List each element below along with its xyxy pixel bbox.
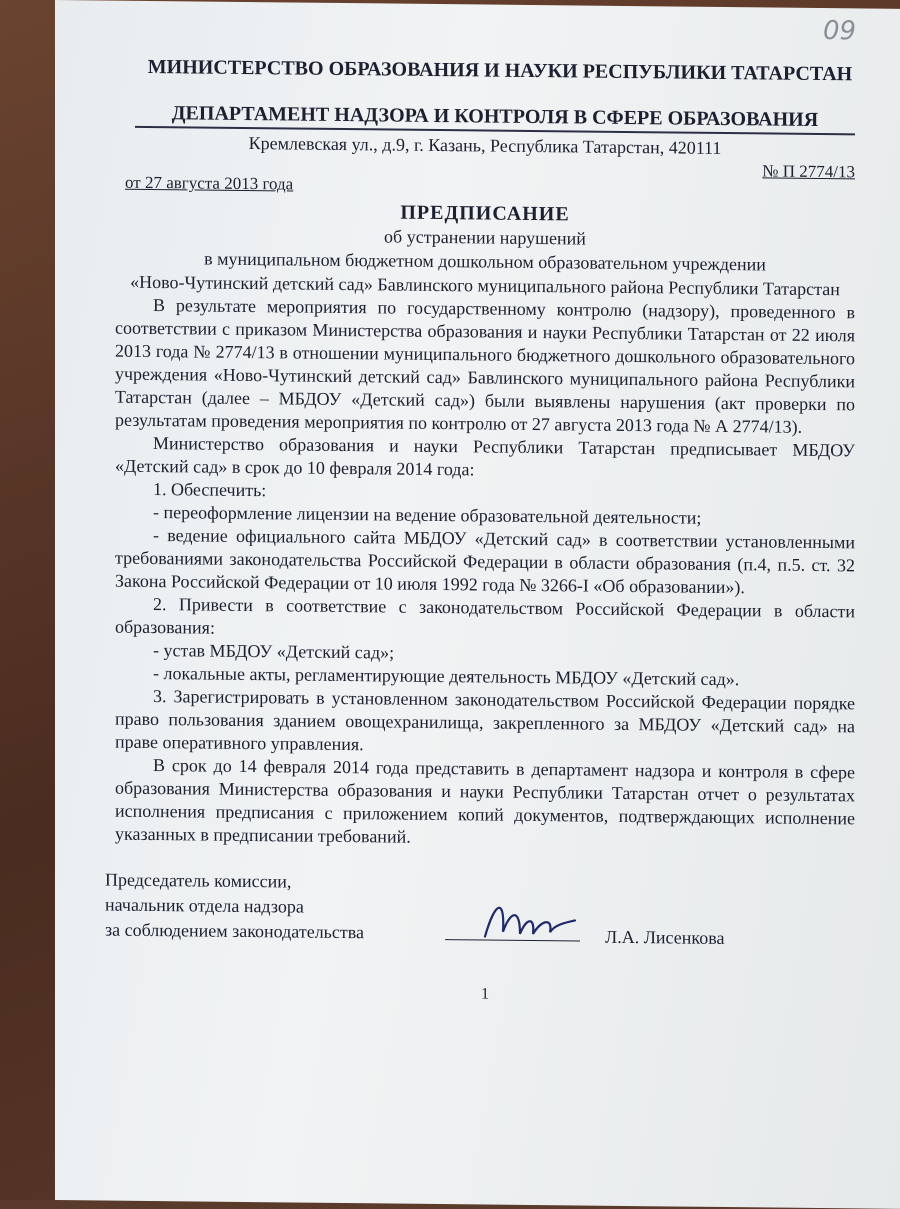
item-2-b: - локальные акты, регламентирующие деятельность МБДОУ «Детский сад». bbox=[153, 663, 740, 690]
department-name: ДЕПАРТАМЕНТ НАДЗОРА И КОНТРОЛЯ В СФЕРЕ ОБРАЗОВАНИЯ bbox=[135, 102, 855, 136]
intro-paragraph: В результате мероприятия по государственному контролю (надзору), проведенного в соответствии с приказом Министерства образования и науки Республики Татарстан от 22 июля 2013 года № 2774/13 в отношении муниципального бюджетного дошкольного образовательного учреждения «Ново-Чутинский детский сад» Бавлинского муниципального района Республики Татарстан (далее – МБДОУ «Детский сад») были выявлены нарушения (акт проверки по результатам проведения мероприятия по контролю от 27 августа 2013 года № А 2774/13). bbox=[115, 295, 855, 437]
date-number-row bbox=[115, 153, 855, 201]
document-title: ПРЕДПИСАНИЕ bbox=[400, 201, 570, 226]
item-1: 1. Обеспечить: bbox=[153, 479, 267, 501]
subtitle-line-1: об устранении нарушений bbox=[384, 226, 586, 249]
prescribes-paragraph: Министерство образования и науки Республики Татарстан предписывает МБДОУ «Детский сад» в срок до 10 февраля 2014 года: bbox=[115, 433, 855, 480]
corner-handwritten-mark: 09 bbox=[823, 16, 857, 47]
signer-title bbox=[105, 868, 364, 946]
department-address: Кремлевская ул., д.9, г. Казань, Республика Татарстан, 420111 bbox=[248, 133, 722, 158]
report-paragraph: В срок до 14 февраля 2014 года представить в департамент надзора и контроля в сфере образования Министерства образования и науки Республики Татарстан отчет о результатах исполнения предписания с приложением копий документов, подтверждающих исполнение указанных в предписании требований. bbox=[115, 755, 855, 847]
item-3: 3. Зарегистрировать в установленном законодательством Российской Федерации порядке право пользования зданием овощехранилища, закрепленного за МБДОУ «Детский сад» на праве оперативного управления. bbox=[115, 686, 855, 755]
signer-name: Л.А. Лисенкова bbox=[605, 926, 725, 949]
document-date: от 27 августа 2013 года bbox=[125, 172, 294, 194]
signature-block bbox=[105, 868, 855, 986]
subtitle-line-2: в муниципальном бюджетном дошкольном образовательном учреждении bbox=[204, 248, 766, 275]
signer-title-line-2: начальник отдела надзора bbox=[105, 894, 304, 917]
signer-title-line-3: за соблюдением законодательства bbox=[105, 919, 364, 943]
page-number: 1 bbox=[481, 985, 489, 1003]
subtitle-line-3: «Ново-Чутинский детский сад» Бавлинского муниципального района Республики Татарстан bbox=[130, 271, 840, 300]
ministry-name: МИНИСТЕРСТВО ОБРАЗОВАНИЯ И НАУКИ РЕСПУБЛИКИ ТАТАРСТАН bbox=[147, 55, 853, 86]
item-2-a: - устав МБДОУ «Детский сад»; bbox=[153, 640, 395, 663]
document-content bbox=[105, 55, 855, 1008]
document-page bbox=[55, 0, 900, 1209]
document-number: № П 2774/13 bbox=[762, 161, 855, 182]
item-2: 2. Привести в соответствие с законодательством Российской Федерации в области образования: bbox=[115, 594, 855, 638]
item-1-a: - переоформление лицензии на ведение образовательной деятельности; bbox=[153, 502, 702, 528]
signer-title-line-1: Председатель комиссии, bbox=[105, 869, 292, 892]
item-1-b: - ведение официального сайта МБДОУ «Детский сад» в соответствии установленными требованиями законодательства Российской Федерации в области образования (п.4, п.5. ст. 32 Закона Российской Федерации от 10 июля 1992 года № 3266-I «Об образовании»). bbox=[115, 525, 855, 598]
